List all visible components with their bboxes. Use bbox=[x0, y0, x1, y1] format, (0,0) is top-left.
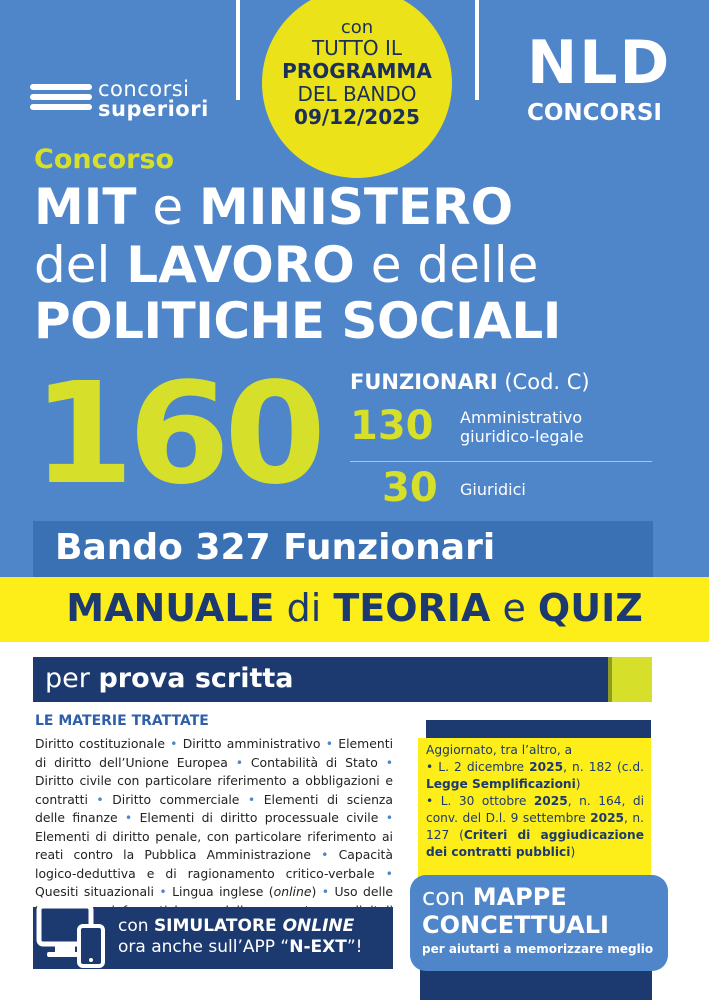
decor-line-left bbox=[236, 0, 240, 100]
simulatore-line1: con SIMULATORE ONLINE bbox=[118, 916, 355, 936]
nld-concorsi-logo bbox=[527, 28, 682, 132]
materia-item: Diritto commerciale bbox=[112, 791, 240, 807]
materie-title: LE MATERIE TRATTATE bbox=[35, 713, 209, 729]
concorsi-superiori-logo bbox=[30, 70, 230, 120]
manual-title bbox=[0, 577, 709, 642]
title-del: del bbox=[34, 236, 127, 294]
close-paren: ) bbox=[311, 884, 317, 899]
simulatore-text bbox=[118, 916, 362, 958]
manual-w1: MANUALE bbox=[66, 586, 275, 630]
positions-row1-label1: Amministrativo bbox=[460, 408, 583, 427]
manual-w2: di bbox=[274, 586, 334, 630]
materia-item: Quesiti situazionali bbox=[35, 884, 154, 899]
bando-bar bbox=[33, 521, 653, 577]
badge-line1: con bbox=[340, 17, 374, 38]
funzionari-label: FUNZIONARI bbox=[350, 370, 498, 394]
title-e-delle: e delle bbox=[354, 236, 539, 294]
manual-w4: e bbox=[490, 586, 538, 630]
title-mit: MIT bbox=[34, 178, 137, 236]
funzionari-heading bbox=[350, 370, 590, 394]
positions-row2-number: 30 bbox=[382, 465, 438, 511]
title-lavoro: LAVORO bbox=[126, 236, 355, 294]
materia-item: Elementi di scienza delle finanze bbox=[35, 791, 394, 825]
update-box-tab bbox=[426, 720, 651, 738]
mappe-line2: CONCETTUALI bbox=[422, 911, 609, 939]
decor-line-right bbox=[475, 0, 479, 100]
total-positions: 160 bbox=[32, 353, 320, 516]
simulatore-line2: ora anche sull’APP “N-EXT”! bbox=[118, 937, 363, 957]
materia-item: Elementi di diritto dell’Unione Europea bbox=[35, 736, 394, 770]
programma-badge bbox=[262, 0, 452, 178]
title-line2 bbox=[34, 236, 538, 294]
badge-line5: 09/12/2025 bbox=[294, 105, 420, 129]
materie-list: Diritto costituzionale • Diritto amministrativo • Elementi di diritto dell’Unione Europea • Contabilità di Stato • Diritto civile con particolare riferimento a obbligazioni e contratti • Diritto commerciale • Elementi di scienza delle finanze • Elementi di diritto processuale civile • Elementi di diritto penale, con particolare riferimento ai reati contro la Pubblica Amministrazione • Capacità logico-deduttiva e di ragionamento critico-verbale • Quesiti situazionali • Lingua inglese (online) • Uso delle bbox=[35, 735, 393, 939]
materia-item: Elementi di diritto processuale civile bbox=[139, 810, 379, 825]
title-e: e bbox=[136, 178, 200, 236]
update-bullet-1: • L. 2 dicembre 2025, n. 182 (c.d. Legge Semplificazioni) bbox=[426, 760, 644, 791]
badge-line2: TUTTO IL bbox=[311, 36, 403, 60]
materia-item: Elementi di diritto penale, con particolare riferimento ai reati contro la Pubblica Amministrazione bbox=[35, 828, 393, 862]
materia-item: Diritto amministrativo bbox=[182, 736, 321, 751]
materia-item: Contabilità di Stato bbox=[250, 754, 378, 770]
update-intro: Aggiornato, tra l’altro, a bbox=[426, 743, 573, 757]
update-text bbox=[426, 742, 644, 861]
materia-item: Lingua inglese ( bbox=[172, 884, 274, 899]
logo-book-stripe bbox=[30, 84, 92, 90]
badge-line4: DEL BANDO bbox=[297, 82, 417, 106]
prova-text bbox=[45, 663, 294, 694]
manual-w5: QUIZ bbox=[537, 586, 643, 630]
logo-book-stripe bbox=[30, 94, 92, 100]
mappe-line1: con MAPPE bbox=[422, 883, 567, 911]
devices-icon bbox=[35, 900, 107, 970]
positions-row1-label2: giuridico-legale bbox=[460, 427, 584, 446]
prova-bar bbox=[33, 657, 608, 702]
nld-logo-sub: CONCORSI bbox=[527, 100, 662, 126]
update-box bbox=[418, 738, 651, 878]
logo-text-line2: superiori bbox=[98, 97, 209, 121]
badge-line3: PROGRAMMA bbox=[282, 59, 432, 83]
online-word: online bbox=[273, 884, 312, 899]
title-ministero: MINISTERO bbox=[199, 178, 514, 236]
bando-text: Bando 327 Funzionari bbox=[55, 527, 496, 568]
title-kicker: Concorso bbox=[34, 144, 175, 175]
nld-logo-mark: NLD bbox=[527, 28, 672, 98]
materia-item: Capacità logico-deduttiva e di ragionamento critico-verbale bbox=[35, 847, 393, 881]
title-line1 bbox=[34, 178, 513, 236]
materia-item: Diritto civile con particolare riferimento a obbligazioni e contratti bbox=[35, 773, 393, 807]
funzionari-code: (Cod. C) bbox=[497, 370, 590, 394]
update-bullet-2: • L. 30 ottobre 2025, n. 164, di conv. del D.l. 9 settembre 2025, n. 127 (Criteri di aggiudicazione dei contratti pubblici) bbox=[426, 794, 644, 859]
positions-row1-number: 130 bbox=[350, 403, 434, 449]
prova-bold: prova scritta bbox=[98, 663, 294, 694]
manual-w3: TEORIA bbox=[333, 586, 491, 630]
positions-divider bbox=[350, 461, 652, 462]
prova-accent-square bbox=[612, 657, 652, 702]
prova-pre: per bbox=[45, 663, 99, 694]
materia-item: Uso delle bbox=[334, 884, 394, 899]
positions-row2-label: Giuridici bbox=[460, 480, 526, 499]
mappe-badge bbox=[410, 875, 668, 971]
logo-book-stripe bbox=[30, 104, 92, 110]
logo-text-line1: concorsi bbox=[98, 77, 190, 101]
manual-band bbox=[0, 577, 709, 642]
title-line3: POLITICHE SOCIALI bbox=[34, 292, 561, 350]
mappe-sub: per aiutarti a memorizzare meglio bbox=[422, 942, 654, 956]
materia-item: Diritto costituzionale bbox=[35, 736, 165, 751]
